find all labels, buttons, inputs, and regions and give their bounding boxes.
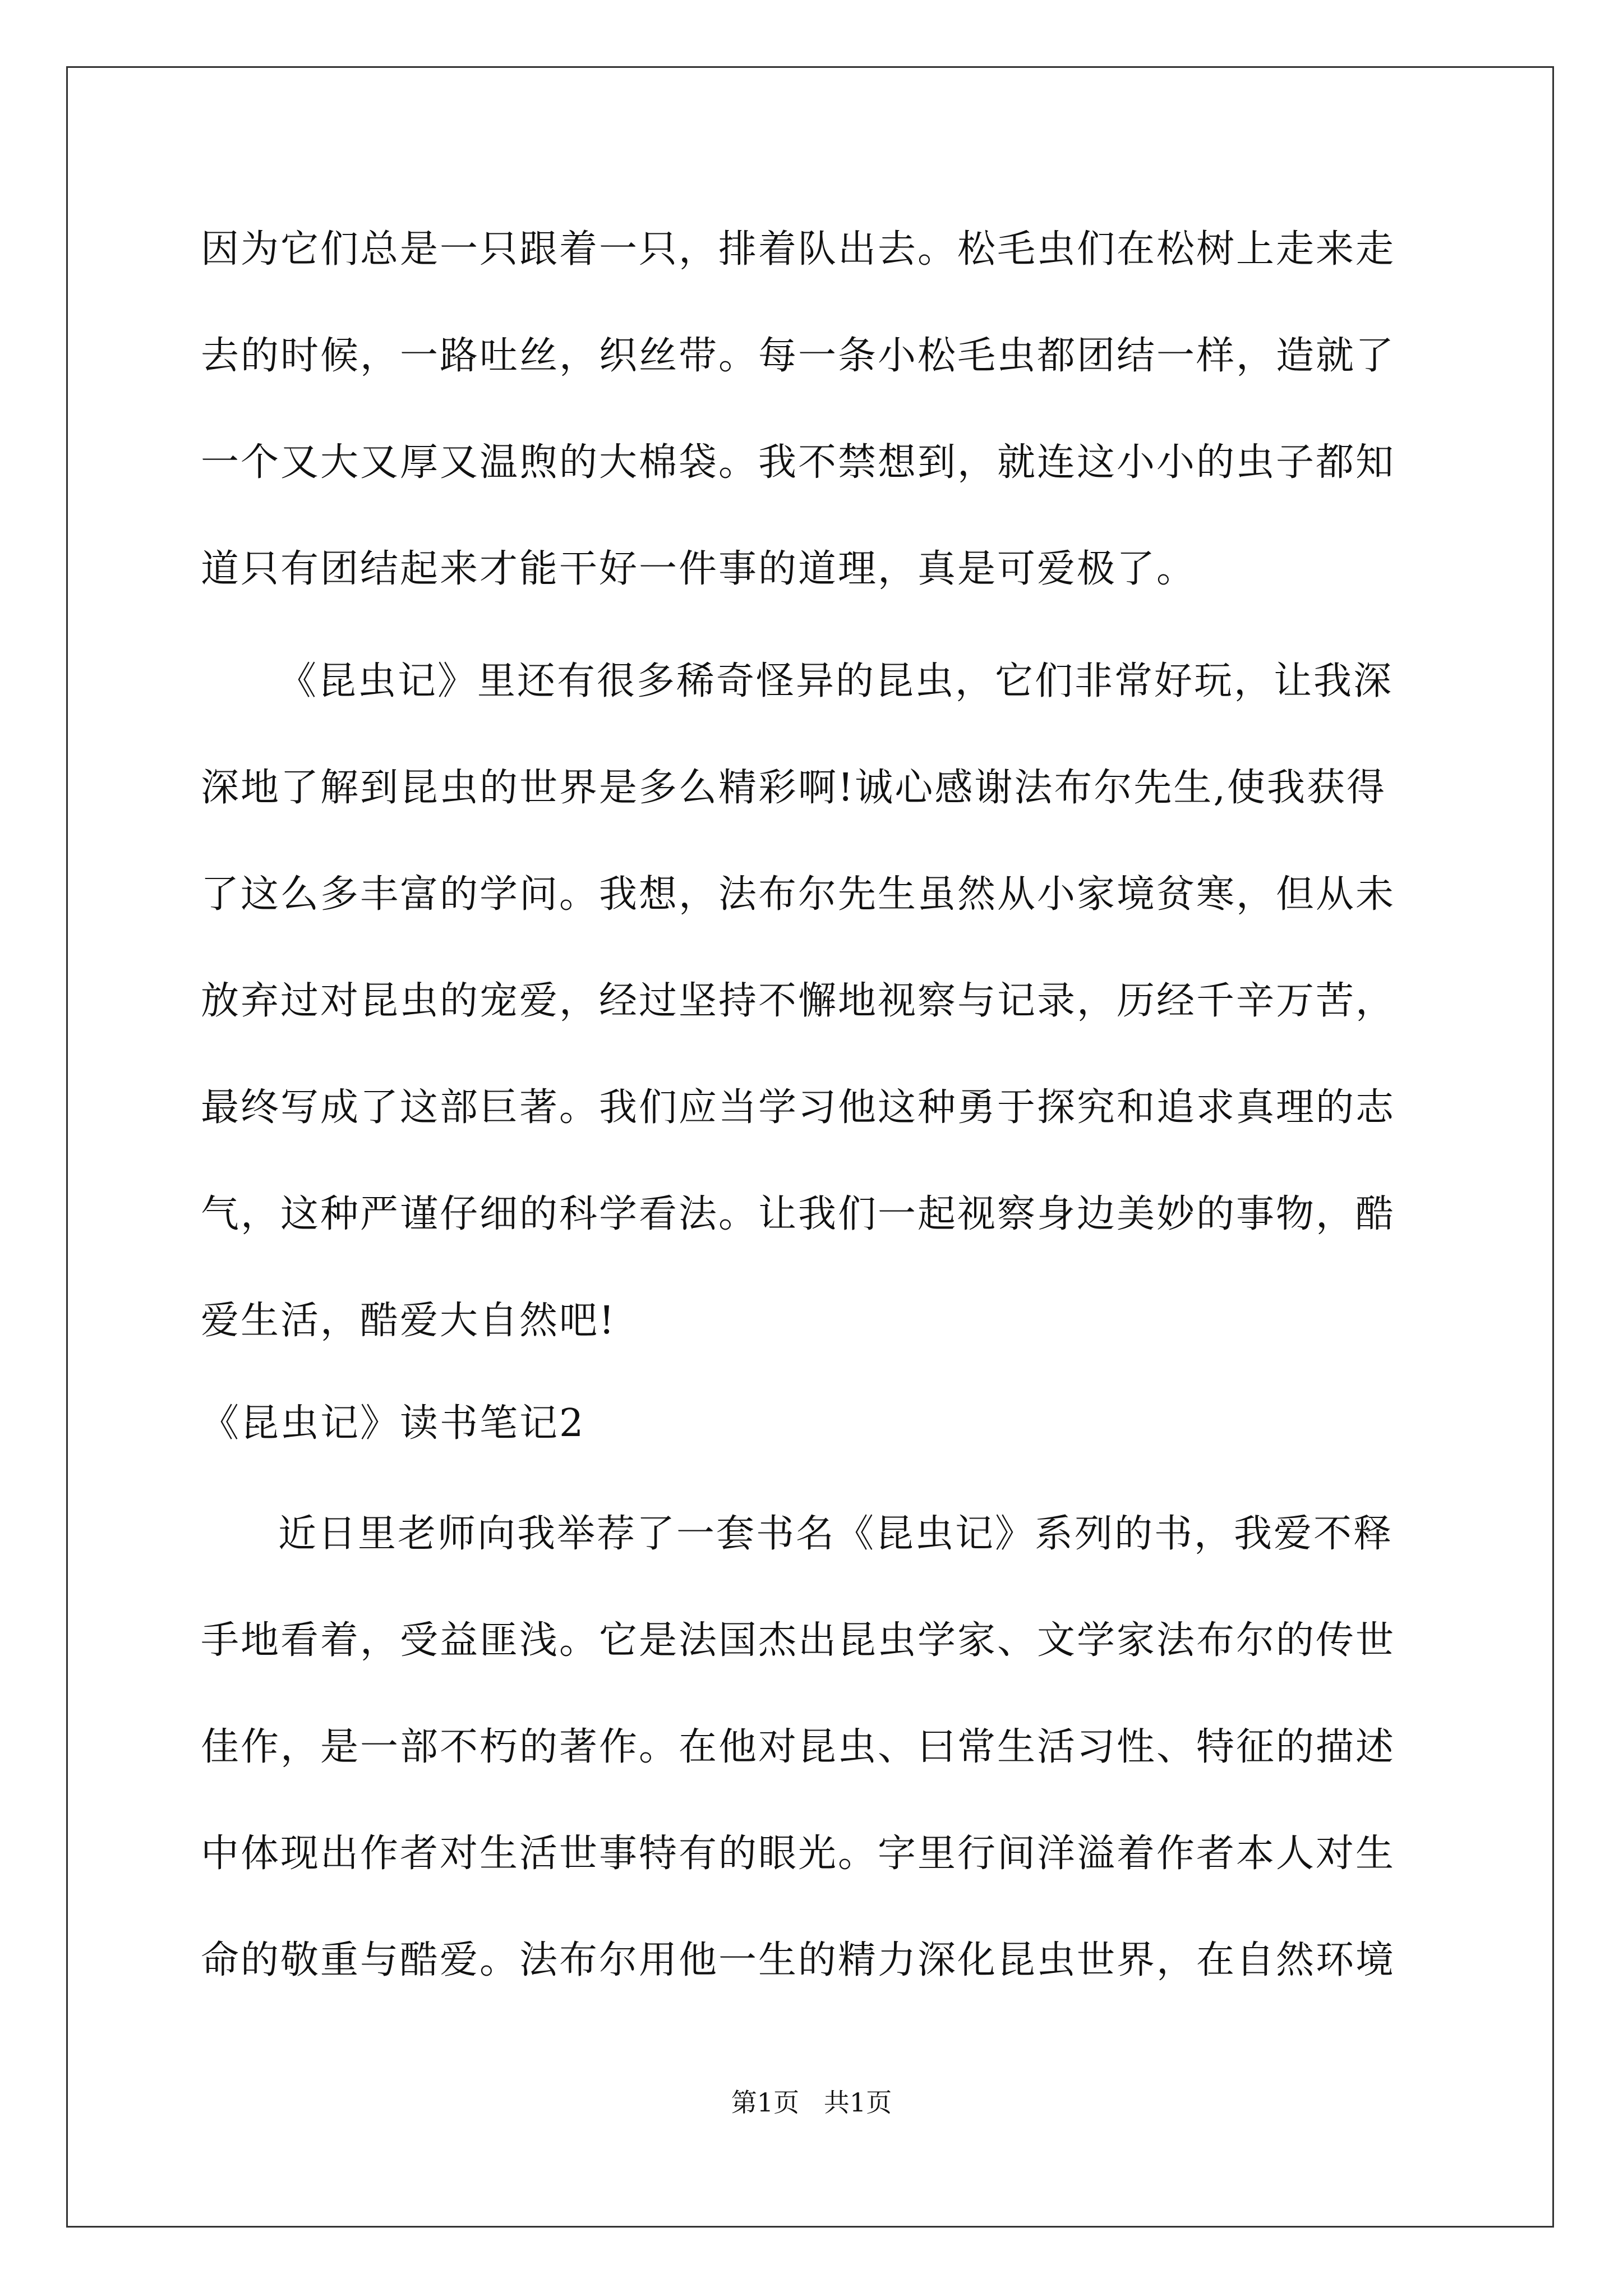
paragraph-1-line-3: 一个又大又厚又温煦的大棉袋。我不禁想到，就连这小小的虫子都知 [201,440,1396,485]
paragraph-2-line-4: 放弃过对昆虫的宠爱，经过坚持不懈地视察与记录，历经千辛万苦， [201,979,1396,1023]
paragraph-2-line-5: 最终写成了这部巨著。我们应当学习他这种勇于探究和追求真理的志 [201,1085,1396,1130]
paragraph-3-line-2: 手地看着，受益匪浅。它是法国杰出昆虫学家、文学家法布尔的传世 [201,1618,1396,1663]
paragraph-2-line-3: 了这么多丰富的学问。我想，法布尔先生虽然从小家境贫寒，但从未 [201,872,1396,917]
paragraph-2-line-6: 气，这种严谨仔细的科学看法。让我们一起视察身边美妙的事物，酷 [201,1192,1396,1236]
paragraph-2-line-7: 爱生活，酷爱大自然吧! [201,1299,616,1343]
section-title: 《昆虫记》读书笔记2 [201,1401,585,1446]
paragraph-1-line-1: 因为它们总是一只跟着一只，排着队出去。松毛虫们在松树上走来走 [201,227,1396,272]
page-frame [66,66,1554,2228]
paragraph-2-line-2: 深地了解到昆虫的世界是多么精彩啊!诚心感谢法布尔先生,使我获得 [201,766,1386,810]
paragraph-3-line-3: 佳作，是一部不朽的著作。在他对昆虫、曰常生活习性、特征的描述 [201,1725,1396,1769]
paragraph-1-line-4: 道只有团结起来才能干好一件事的道理，真是可爱极了。 [201,547,1197,591]
paragraph-1-line-2: 去的时候，一路吐丝，织丝带。每一条小松毛虫都团结一样，造就了 [201,334,1396,378]
paragraph-3-line-4: 中体现出作者对生活世事特有的眼光。字里行间洋溢着作者本人对生 [201,1832,1396,1876]
paragraph-3-line-5: 命的敬重与酷爱。法布尔用他一生的精力深化昆虫世界，在自然环境 [201,1938,1396,1982]
paragraph-3-line-1: 近日里老师向我举荐了一套书名《昆虫记》系列的书，我爱不释 [278,1512,1394,1556]
paragraph-2-line-1: 《昆虫记》里还有很多稀奇怪异的昆虫，它们非常好玩，让我深 [278,659,1394,703]
page-footer: 第1页 共1页 [731,2087,892,2118]
